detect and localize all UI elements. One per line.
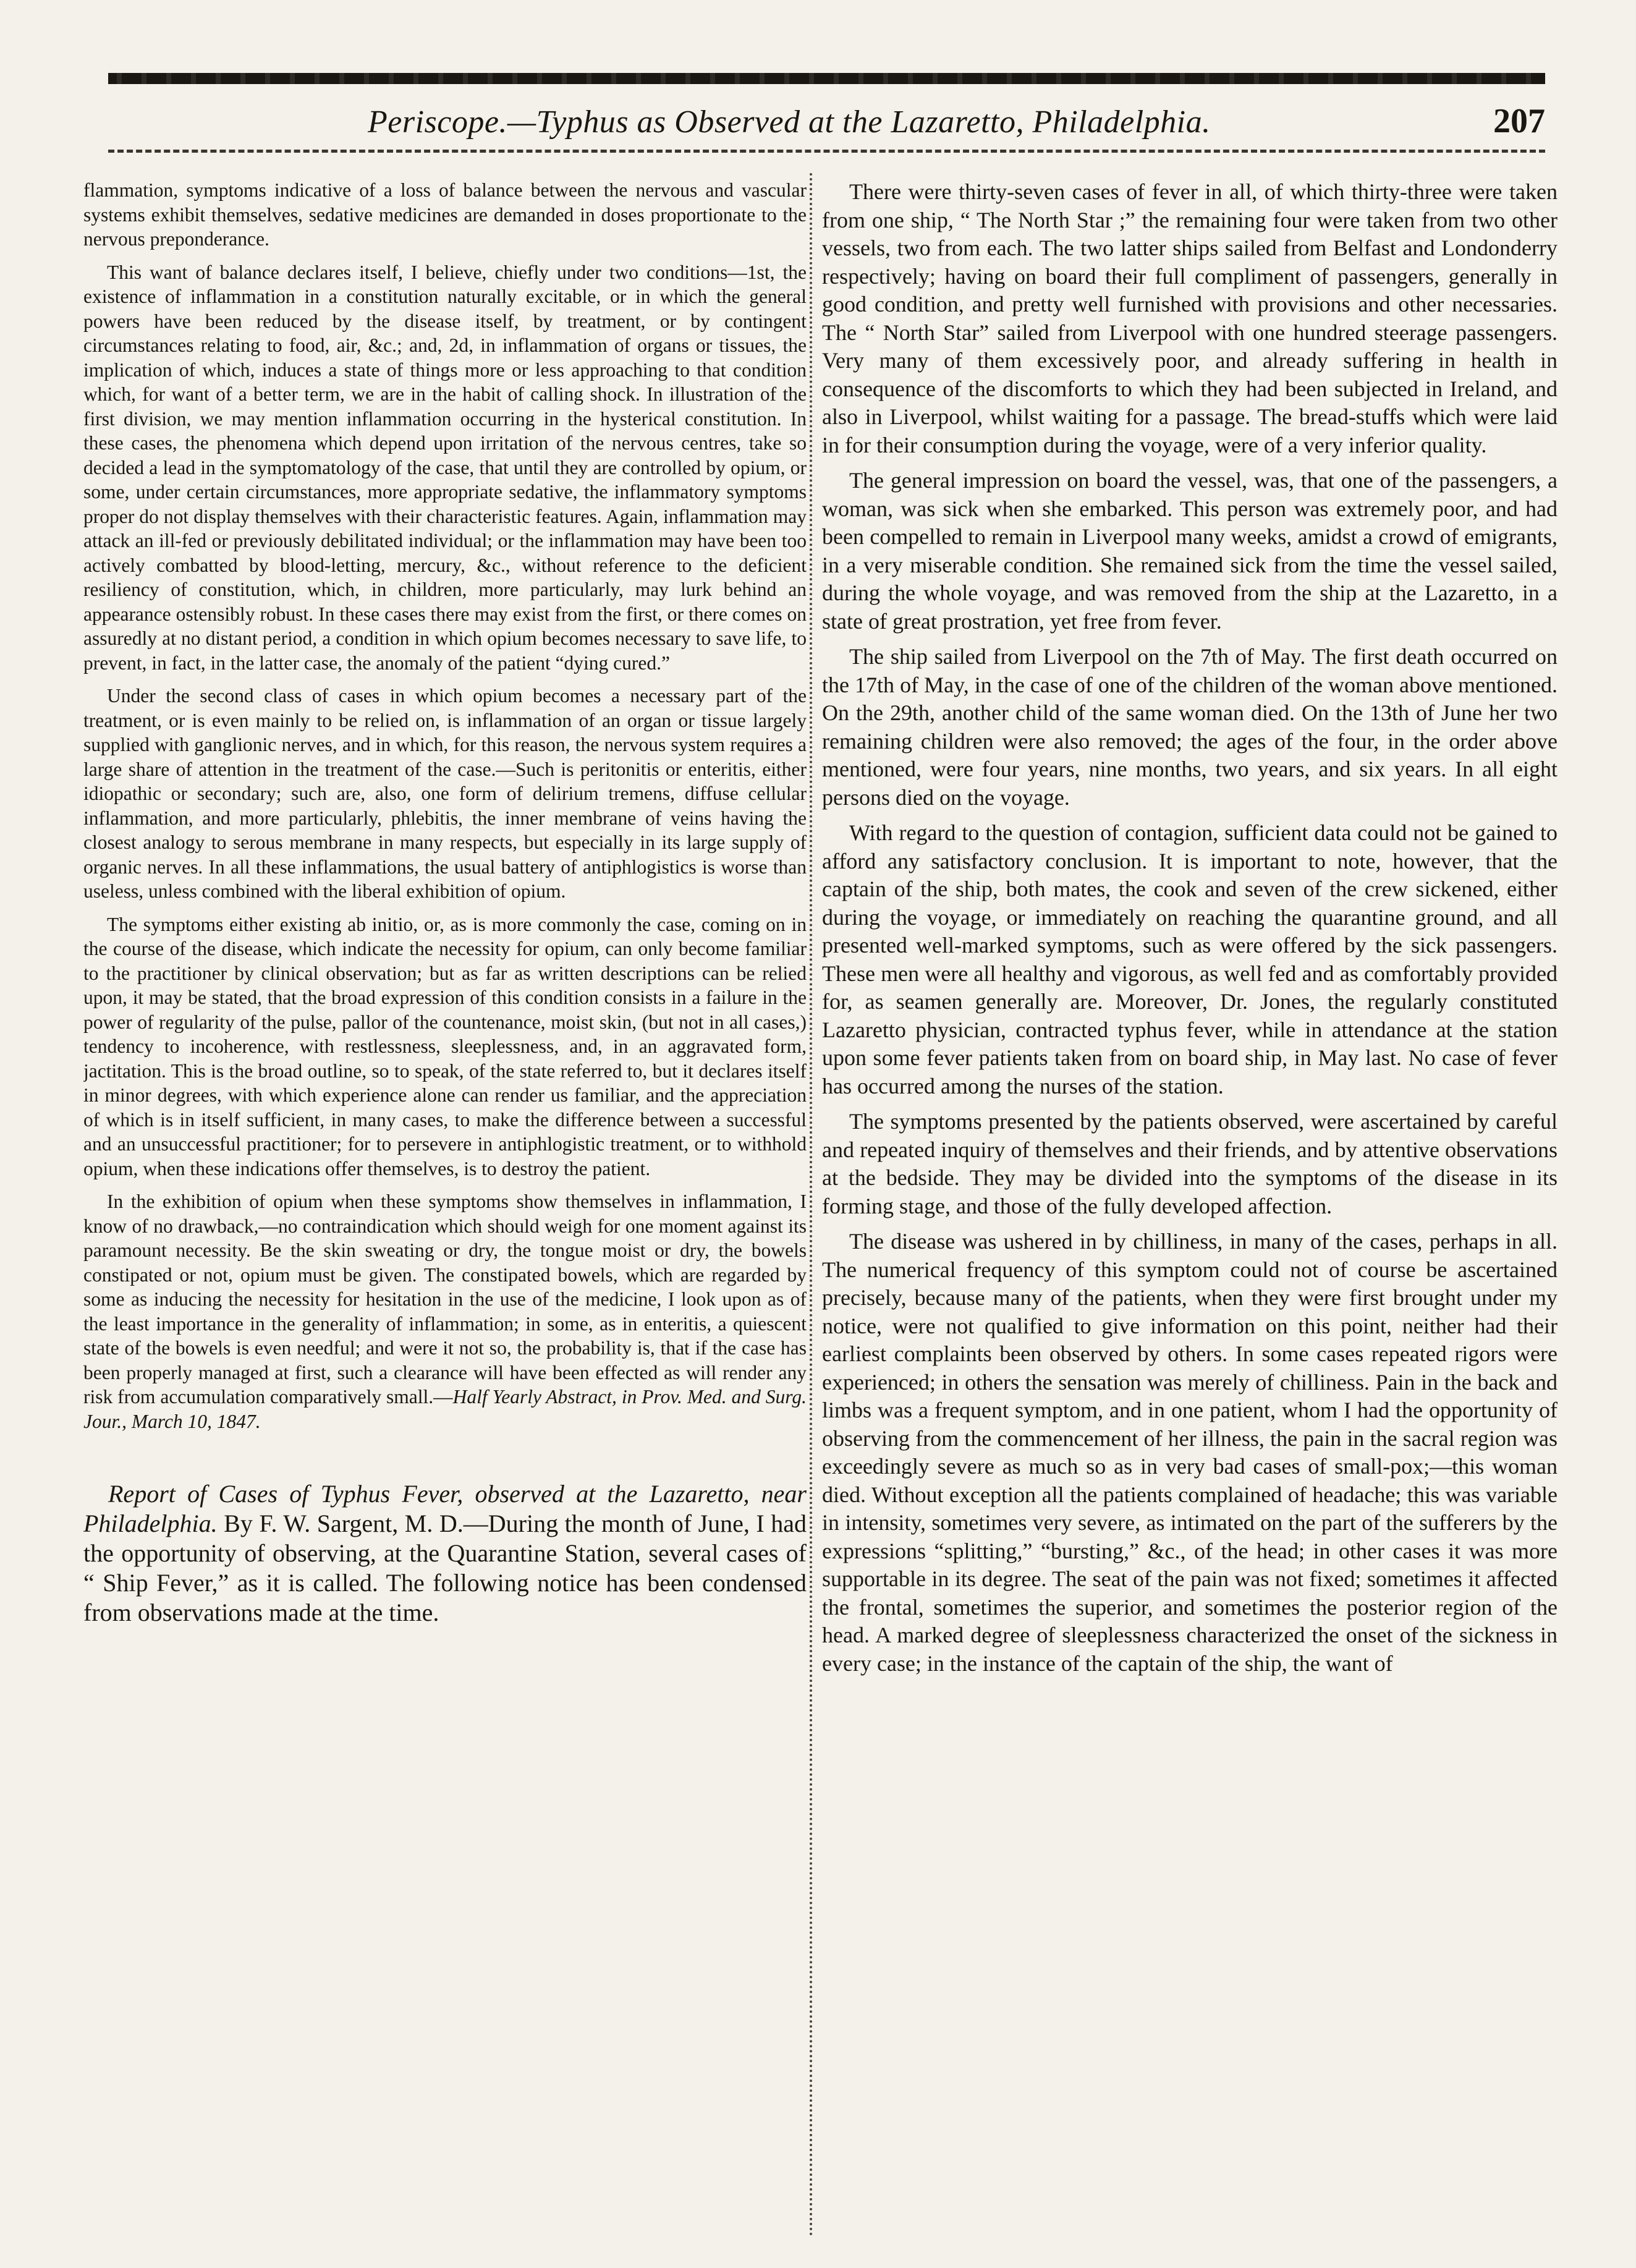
left-paragraph-2: This want of balance declares itself, I believe, chiefly under two conditions—1st, the existence of inflammation in a constitution naturally excitable, or in which the general powers have been reduced by the disease itself, by treatment, or by contingent circumstances relating to food, air, &c.; and, 2d, in inflammation of organs or tissues, the implication of which, induces a state of things more or less approaching to that condition which, for want of a better term, we are in the habit of calling shock. In illustration of the first division, we may mention inflammation occurring in the hysterical constitution. In these cases, the phenomena which depend upon irritation of the nervous centres, take so decided a lead in the symptomatology of the case, that until they are controlled by opium, or some, under certain circumstances, more appropriate sedative, the inflammatory symptoms proper do not display themselves with their characteristic features. Again, inflammation may attack an ill-fed or previously debilitated individual; or the inflammation may have been too actively combatted by blood-letting, mercury, &c., without reference to the deficient resiliency of constitution, which, in children, more particularly, may lurk behind an appearance ostensibly robust. In these cases there may exist from the first, or there comes on assuredly at no distant period, a condition in which opium becomes necessary to save life, to prevent, in fact, in the latter case, the anomaly of the patient “dying cured.” bbox=[83, 261, 807, 674]
right-paragraph-2: The general impression on board the vessel, was, that one of the passengers, a woman, was sick when she embarked. This person was extremely poor, and had been compelled to remain in Liverpool many weeks, amidst a crowd of emigrants, in a very miserable condition. She remained sick from the time the vessel sailed, during the whole voyage, and was removed from the ship at the Lazaretto, in a state of great prostration, yet free from fever. bbox=[822, 468, 1558, 634]
right-column bbox=[822, 178, 1558, 2236]
report-heading: Report of Cases of Typhus Fever, observed at the Lazaretto, near Philadelphia. bbox=[83, 1480, 807, 1537]
header-rule bbox=[108, 150, 1545, 153]
left-column bbox=[83, 178, 807, 2236]
right-paragraph-1: There were thirty-seven cases of fever in all, of which thirty-three were taken from one ship, “ The North Star ;” the remaining four were taken from two other vessels, two from each. The two latter ships sailed from Belfast and Londonderry respectively; having on board their full compliment of passengers, generally in good condition, and pretty well furnished with provisions and other necessaries. The “ North Star” sailed from Liverpool with one hundred steerage passengers. Very many of them excessively poor, and already suffering in health in consequence of the discomforts to which they had been subjected in Ireland, and also in Liverpool, whilst waiting for a passage. The bread-stuffs which were laid in for their consumption during the voyage, were of a very inferior quality. bbox=[822, 179, 1558, 457]
running-title: Periscope.—Typhus as Observed at the Lazaretto, Philadelphia. bbox=[368, 104, 1211, 140]
report-paragraph bbox=[83, 1479, 807, 1628]
section-spacer bbox=[83, 1442, 807, 1479]
source-citation: Half Yearly Abstract, in Prov. Med. and Surg. Jour., March 10, 1847. bbox=[83, 1386, 807, 1432]
right-paragraph-4: With regard to the question of contagion, sufficient data could not be gained to afford any satisfactory conclusion. It is important to note, however, that the captain of the ship, both mates, the cook and seven of the crew sickened, either during the voyage, or immediately on reaching the quarantine ground, and all presented well-marked symptoms, such as were offered by the sick passengers. These men were all healthy and vigorous, as well fed and as comfortably provided for, as seamen generally are. Moreover, Dr. Jones, the regularly constituted Lazaretto physician, contracted typhus fever, while in attendance at the station upon some fever patients taken from on board ship, in May last. No case of fever has occurred among the nurses of the station. bbox=[822, 820, 1558, 1098]
top-ornamental-rule bbox=[108, 73, 1545, 84]
left-paragraph-1: flammation, symptoms indicative of a loss of balance between the nervous and vascular systems exhibit themselves, sedative medicines are demanded in doses proportionate to the nervous preponderance. bbox=[83, 179, 807, 250]
left-paragraph-3: Under the second class of cases in which opium becomes a necessary part of the treatment, or is even mainly to be relied on, is inflammation of an organ or tissue largely supplied with ganglionic nerves, and in which, for this reason, the nervous system requires a large share of attention in the treatment of the case.—Such is peritonitis or enteritis, either idiopathic or secondary; such are, also, one form of delirium tremens, diffuse cellular inflammation, and more particularly, phlebitis, the inner membrane of veins having the closest analogy to serous membrane in many respects, but especially in its large supply of organic nerves. In all these inflammations, the usual battery of antiphlogistics is worse than useless, unless combined with the liberal exhibition of opium. bbox=[83, 685, 807, 902]
right-paragraph-5: The symptoms presented by the patients observed, were ascertained by careful and repeated inquiry of themselves and their friends, and by attentive observations at the bedside. They may be divided into the symptoms of the disease in its forming stage, and those of the fully developed affection. bbox=[822, 1109, 1558, 1218]
report-body: By F. W. Sargent, M. D.—During the month of June, I had the opportunity of observing, at the Quarantine Station, several cases of “ Ship Fever,” as it is called. The following notice has been condensed from observations made at the time. bbox=[83, 1510, 807, 1626]
page-header bbox=[108, 99, 1545, 148]
left-paragraph-4: The symptoms either existing ab initio, or, as is more commonly the case, coming on in the course of the disease, which indicate the necessity for opium, can only become familiar to the practitioner by clinical observation; but as far as written descriptions can be relied upon, it may be stated, that the broad expression of this condition consists in a failure in the power of regularity of the pulse, pallor of the countenance, moist skin, (but not in all cases,) tendency to incoherence, with restlessness, sleeplessness, and, in an aggravated form, jactitation. This is the broad outline, so to speak, of the state referred to, but it declares itself in minor degrees, with which experience alone can render us familiar, and the appreciation of which is in itself sufficient, in many cases, to make the difference between a successful and an unsuccessful practitioner; for to persevere in antiphlogistic treatment, or to withhold opium, when these indications offer themselves, is to destroy the patient. bbox=[83, 913, 807, 1179]
left-paragraph-5: In the exhibition of opium when these symptoms show themselves in inflammation, I know of no drawback,—no contraindication which should weigh for one moment against its paramount necessity. Be the skin sweating or dry, the tongue moist or dry, the bowels constipated or not, opium must be given. The constipated bowels, which are regarded by some as inducing the necessity for hesitation in the use of the medicine, I look upon as of the least importance in the generality of inflammation; in some, as in enteritis, a quiescent state of the bowels is even needful; and were it not so, the probability is, that if the case has been properly managed at first, such a clearance will have been effected as will render any risk from accumulation comparatively small.—Half Yearly Abstract, in Prov. Med. and Surg. Jour., March 10, 1847. bbox=[83, 1191, 807, 1432]
page-number: 207 bbox=[1493, 102, 1545, 140]
right-paragraph-6: The disease was ushered in by chilliness, in many of the cases, perhaps in all. The numerical frequency of this symptom could not of course be ascertained precisely, because many of the patients, when they were first brought under my notice, were not qualified to give information on this point, neither had their earliest complaints been observed by others. In some cases repeated rigors were experienced; in others the sensation was merely of chilliness. Pain in the back and limbs was a frequent symptom, and in one patient, whom I had the opportunity of observing from the commencement of her illness, the pain in the sacral region was exceedingly severe as much so as in very bad cases of small-pox;—this woman died. Without exception all the patients complained of headache; this was variable in intensity, sometimes very severe, as intimated on the part of the sufferers by the expressions “splitting,” “bursting,” &c., of the head; in other cases it was more supportable in its degree. The seat of the pain was not fixed; sometimes it affected the frontal, sometimes the superior, and sometimes the posterior region of the head. A marked degree of sleeplessness characterized the onset of the sickness in every case; in the instance of the captain of the ship, the want of bbox=[822, 1229, 1558, 1676]
left-paragraph-5-text: In the exhibition of opium when these symptoms show themselves in inflammation, I know of no drawback,—no contraindication which should weigh for one moment against its paramount necessity. Be the skin sweating or dry, the tongue moist or dry, the bowels constipated or not, opium must be given. The constipated bowels, which are regarded by some as inducing the necessity for hesitation in the use of the medicine, I look upon as of the least importance in the generality of inflammation; in some, as in enteritis, a quiescent state of the bowels is even needful; and were it not so, the probability is, that if the case has been properly managed at first, such a clearance will have been effected as will render any risk from accumulation comparatively small. bbox=[83, 1191, 807, 1408]
column-divider bbox=[810, 173, 812, 2238]
right-paragraph-3: The ship sailed from Liverpool on the 7th of May. The first death occurred on the 17th of May, in the case of one of the children of the woman above mentioned. On the 29th, another child of the same woman died. On the 13th of June her two remaining children were also removed; the ages of the four, in the order above mentioned, were four years, nine months, two years, and six years. In all eight persons died on the voyage. bbox=[822, 644, 1558, 810]
